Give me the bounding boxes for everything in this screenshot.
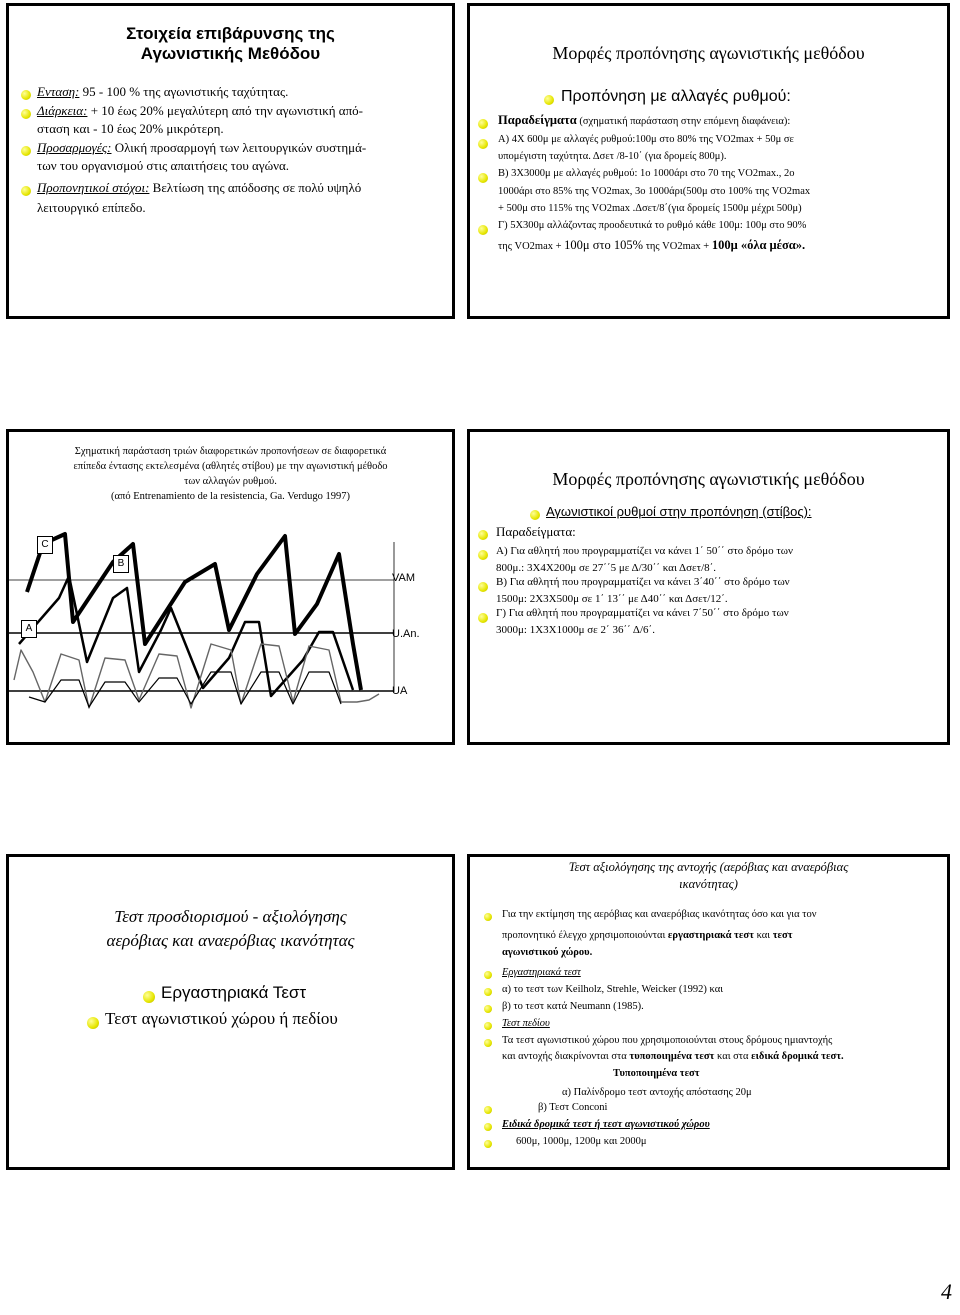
bullet-icon <box>484 1106 492 1114</box>
slide2-example-a-cont: υπομέγιστη ταχύτητα. Δσετ /8-10΄ (για δρομείς 800μ). <box>498 151 727 162</box>
bullet-icon <box>478 613 488 623</box>
bullet-icon <box>21 109 31 119</box>
slide6-title: Τεστ αξιολόγησης της αντοχής (αερόβιας και αναερόβιας ικανότητας) <box>568 860 849 891</box>
slide1-item-duration: Διάρκεια: + 10 έως 20% μεγαλύτερη από την αγωνιστική από- <box>37 103 364 118</box>
curve-a-label: A <box>21 620 37 638</box>
bullet-icon <box>484 1039 492 1047</box>
bullet-icon <box>484 1123 492 1131</box>
slide-2 <box>467 3 950 319</box>
slide4-examples-label: Παραδείγματα: <box>496 524 576 539</box>
slide6-standard-item-b: β) Τεστ Conconi <box>538 1102 608 1113</box>
slide-4 <box>467 429 950 745</box>
curve-b-label: B <box>113 555 129 573</box>
slide4-example-a: Α) Για αθλητή που προγραμματίζει να κάνει 1΄ 50΄΄ στο δρόμο των <box>496 545 794 557</box>
slide-6 <box>467 854 950 1170</box>
ua-label: UA <box>392 685 408 697</box>
vam-label: VAM <box>392 572 416 584</box>
bullet-icon <box>484 913 492 921</box>
slide5-title: Τεστ προσδιορισμού - αξιολόγησης αερόβιας και αναερόβιας ικανότητας <box>106 907 355 950</box>
slide2-example-b-cont: 1000άρι στο 85% της VO2max, 3ο 1000άρι(500μ στο 100% της VO2max <box>498 186 811 197</box>
slide4-example-b: Β) Για αθλητή που προγραμματίζει να κάνει 3΄40΄΄ στο δρόμο των <box>496 576 790 588</box>
intensity-diagram <box>9 432 452 742</box>
bullet-icon <box>21 90 31 100</box>
slide3-caption: Σχηματική παράσταση τριών διαφορετικών προπονήσεων σε διαφορετικά επίπεδα έντασης εκτελεσμένα (αθλητές στίβου) με την αγωνιστική μέθοδο των αλλαγών ρυθμού. (από Entrenamiento de la resistencia, Ga. Verdugo 1997) <box>73 446 388 502</box>
bullet-icon <box>87 1017 99 1029</box>
bullet-icon <box>21 146 31 156</box>
bullet-icon <box>484 1022 492 1030</box>
bullet-icon <box>478 225 488 235</box>
slide1-item-duration-cont: σταση και - 10 έως 20% μικρότερη. <box>37 121 224 136</box>
slide1-item-goals-cont: λειτουργικό επίπεδο. <box>37 200 146 215</box>
bullet-icon <box>478 530 488 540</box>
slide6-standard-heading: Τυποποιημένα τεστ <box>613 1068 700 1079</box>
slide6-intro: Για την εκτίμηση της αερόβιας και αναερόβιας ικανότητας όσο και για τον <box>502 909 817 920</box>
slide6-lab-item-b: β) το τεστ κατά Neumann (1985). <box>502 1001 644 1012</box>
slide2-example-c-cont: της VO2max + 100μ στο 105% της VO2max + 100μ «όλα μέσα». <box>498 238 806 252</box>
slide4-example-a-cont: 800μ.: 3Χ4Χ200μ σε 27΄΄5 με Δ/30΄΄ και Δσετ/8΄. <box>496 562 717 574</box>
slide5-item-field-tests: Τεστ αγωνιστικού χώρου ή πεδίου <box>105 1009 338 1028</box>
slide4-title: Μορφές προπόνησης αγωνιστικής μεθόδου <box>552 469 865 489</box>
slide1-item-adaptations-cont: των του οργανισμού στις απαιτήσεις του αγώνα. <box>37 158 290 173</box>
bullet-icon <box>478 173 488 183</box>
slide-5 <box>6 854 455 1170</box>
curve-a-lower <box>29 672 341 707</box>
bullet-icon <box>484 1140 492 1148</box>
slide2-example-a: Α) 4Χ 600μ με αλλαγές ρυθμού:100μ στο 80% της VO2max + 50μ σε <box>498 134 794 145</box>
slide6-field-text-cont: και αντοχής διακρίνονται στα τυποποιημένα τεστ και στα ειδικά δρομικά τεστ. <box>502 1051 844 1062</box>
bullet-icon <box>544 95 554 105</box>
slide1-title: Στοιχεία επιβάρυνσης της Αγωνιστικής Μεθόδου <box>126 24 335 63</box>
slide6-lab-heading: Εργαστηριακά τεστ <box>502 967 581 978</box>
slide6-special-heading: Ειδικά δρομικά τεστ ή τεστ αγωνιστικού χώρου <box>502 1119 710 1130</box>
uan-label: U.An. <box>392 628 420 640</box>
slide4-example-b-cont: 1500μ: 2Χ3Χ500μ σε 1΄ 13΄΄ με Δ40΄΄ και Δσετ/12΄. <box>496 593 728 605</box>
slide2-title: Μορφές προπόνησης αγωνιστικής μεθόδου <box>552 43 865 63</box>
slide6-lab-item-a: α) το τεστ των Keilholz, Strehle, Weicker (1992) και <box>502 984 724 995</box>
slide6-field-text: Τα τεστ αγωνιστικού χώρου που χρησιμοποιούνται στους δρόμους ημιαντοχής <box>502 1035 833 1046</box>
slide1-item-adaptations: Προσαρμογές: Ολική προσαρμογή των λειτουργικών συστημά- <box>37 140 367 155</box>
bullet-icon <box>478 139 488 149</box>
slide4-example-c-cont: 3000μ: 1Χ3Χ1000μ σε 2΄ 36΄΄ Δ/6΄. <box>496 624 655 636</box>
slide2-examples-label: Παραδείγματα (σχηματική παράσταση στην επόμενη διαφάνεια): <box>498 113 791 127</box>
slide6-intro-cont: προπονητικό έλεγχο χρησιμοποιούνται εργαστηριακά τεστ και τεστ <box>502 930 793 941</box>
slide5-item-lab-tests: Εργαστηριακά Τεστ <box>161 983 307 1002</box>
slide-1 <box>6 3 455 319</box>
slide4-subtitle: Αγωνιστικοί ρυθμοί στην προπόνηση (στίβος): <box>546 504 812 519</box>
slide6-standard-item-a: α) Παλίνδρομο τεστ αντοχής απόστασης 20μ <box>562 1087 752 1098</box>
slide2-example-b-cont2: + 500μ στο 115% της VO2max .Δσετ/8΄(για δρομείς 1500μ μέχρι 500μ) <box>498 203 802 214</box>
slide6-intro-cont2: αγωνιστικού χώρου. <box>502 947 593 958</box>
slide6-special-text: 600μ, 1000μ, 1200μ και 2000μ <box>516 1136 647 1147</box>
slide2-subtitle: Προπόνηση με αλλαγές ρυθμού: <box>561 88 791 105</box>
bullet-icon <box>484 1005 492 1013</box>
bullet-icon <box>484 971 492 979</box>
bullet-icon <box>21 186 31 196</box>
page-number: 4 <box>941 1279 952 1304</box>
slide2-example-c: Γ) 5Χ300μ αλλάζοντας προοδευτικά το ρυθμό κάθε 100μ: 100μ στο 90% <box>498 220 807 231</box>
slide1-item-goals: Προπονητικοί στόχοι: Βελτίωση της απόδοσης σε πολύ υψηλό <box>37 180 362 195</box>
bullet-icon <box>530 510 540 520</box>
slide2-example-b: Β) 3Χ3000μ με αλλαγές ρυθμού: 1ο 1000άρι στο 70 της VO2max., 2ο <box>498 168 795 179</box>
slide6-field-heading: Τεστ πεδίου <box>502 1018 550 1029</box>
bullet-icon <box>478 582 488 592</box>
bullet-icon <box>478 119 488 129</box>
bullet-icon <box>478 550 488 560</box>
slide4-example-c: Γ) Για αθλητή που προγραμματίζει να κάνει 7΄50΄΄ στο δρόμο των <box>496 607 789 619</box>
slide1-item-intensity: Ενταση: 95 - 100 % της αγωνιστικής ταχύτητας. <box>37 84 289 99</box>
curve-c-label: C <box>37 536 53 554</box>
curve-a <box>14 644 379 708</box>
bullet-icon <box>484 988 492 996</box>
bullet-icon <box>143 991 155 1003</box>
slide-3 <box>6 429 455 745</box>
